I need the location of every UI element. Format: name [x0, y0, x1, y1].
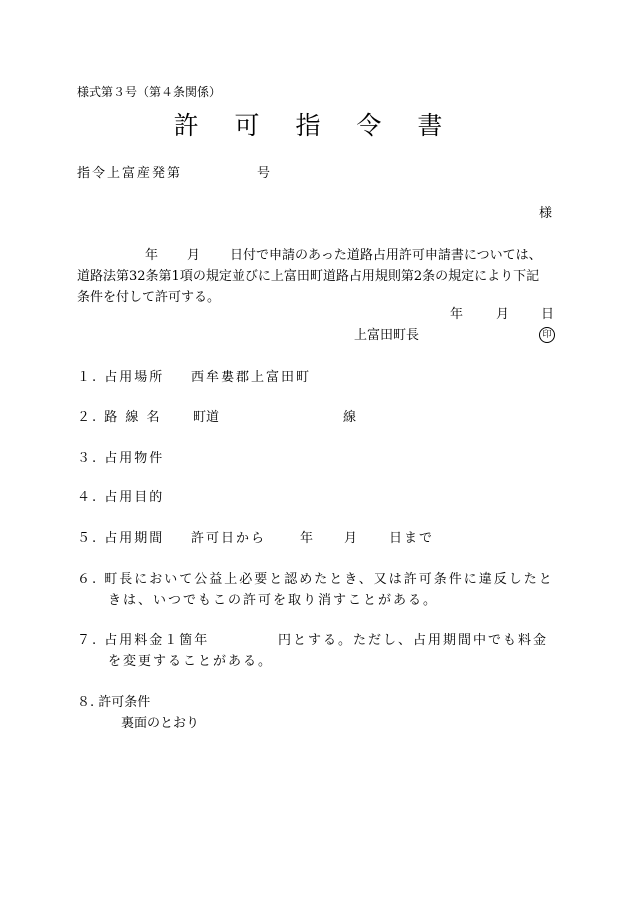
form-label: 様式第３号（第４条関係） [77, 85, 222, 99]
body-line3: 条件を付して許可する。 [77, 290, 221, 305]
item-6-line2: きは、いつでもこの許可を取り消すことがある。 [108, 593, 439, 608]
item-5-from: 許可日から [191, 531, 267, 546]
item-5-until: 日まで [389, 531, 435, 546]
item-1-value: 西牟婁郡上富田町 [191, 370, 312, 385]
item-4-label: ４. 占用目的 [77, 490, 165, 505]
recipient-suffix: 様 [539, 206, 553, 221]
date-day: 日 [541, 307, 555, 322]
item-2-suffix: 線 [343, 410, 357, 425]
date-year: 年 [450, 307, 464, 322]
item-2-label: ２. 路 線 名 [77, 410, 162, 425]
item-2-value: 町道 [193, 410, 220, 425]
item-7-line2: を変更することがある。 [108, 654, 274, 669]
body-line1-month: 月 [187, 248, 201, 263]
document-number-suffix: 号 [257, 166, 271, 181]
seal-mark: 印 [539, 327, 555, 343]
date-month: 月 [496, 307, 510, 322]
body-line1-year: 年 [145, 248, 159, 263]
issuer-name: 上富田町長 [354, 328, 420, 343]
item-8-label: ８. 許可条件 [77, 695, 151, 710]
item-8-value: 裏面のとおり [121, 716, 200, 731]
item-7-rest: 円とする。ただし、占用期間中でも料金 [278, 633, 549, 648]
document-number-prefix: 指令上富産発第 [77, 166, 183, 181]
item-1-label: １. 占用場所 [77, 370, 165, 385]
document-title: 許 可 指 令 書 [173, 111, 457, 140]
body-line1-rest: 日付で申請のあった道路占用許可申請書については、 [230, 248, 542, 263]
item-5-label: ５. 占用期間 [77, 531, 165, 546]
item-7-prefix: ７. 占用料金１箇年 [77, 633, 210, 648]
body-line2: 道路法第32条第1項の規定並びに上富田町道路占用規則第2条の規定により下記 [77, 269, 540, 284]
item-3-label: ３. 占用物件 [77, 451, 165, 466]
item-6-line1: ６. 町長において公益上必要と認めたとき、又は許可条件に違反したと [77, 572, 554, 587]
item-5-year: 年 [300, 531, 314, 546]
item-5-month: 月 [344, 531, 358, 546]
